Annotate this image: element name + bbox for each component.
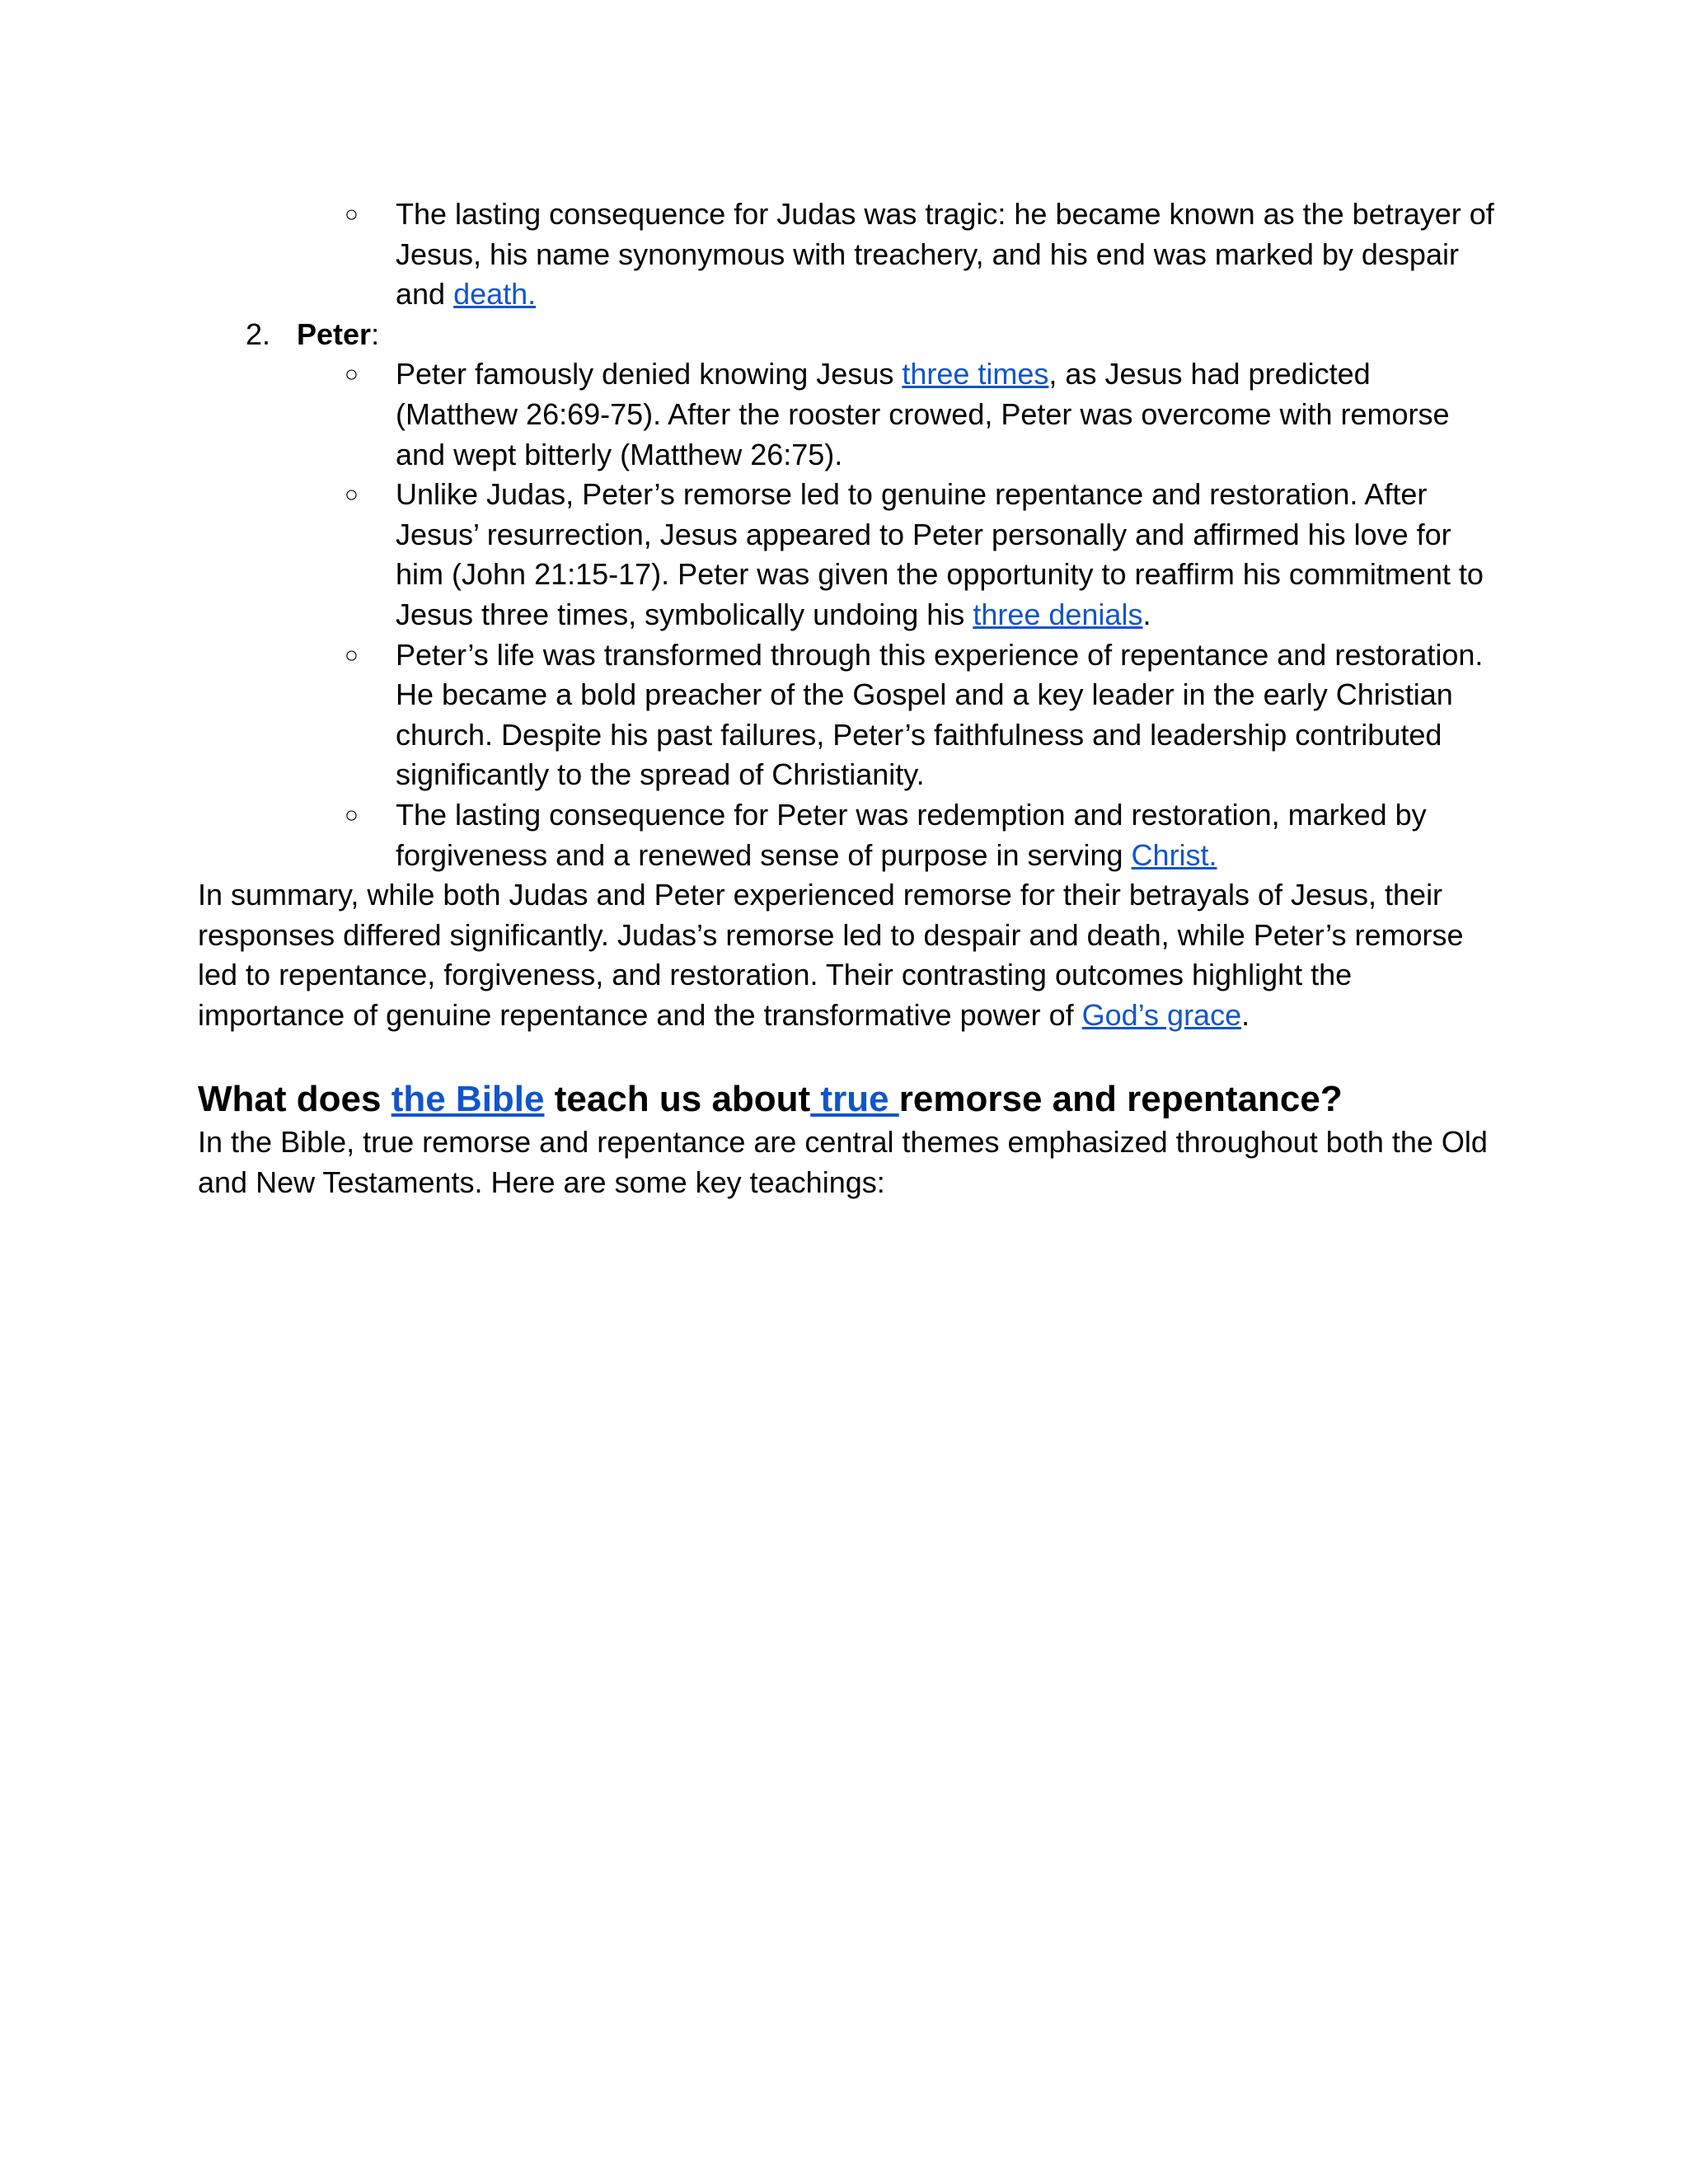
peter-restoration-bullet <box>198 475 1500 635</box>
bullet-icon: ○ <box>345 361 359 387</box>
peter-label: Peter <box>297 316 372 351</box>
gods-grace-link[interactable]: God’s grace <box>1081 997 1242 1032</box>
peter-denial-text-post: , as Jesus had predicted (Matthew 26:69-75). After the rooster crowed, Peter was overcome with remorse and wept bitterly (Matthew 26:75). <box>396 357 1450 471</box>
peter-colon: : <box>371 316 380 351</box>
document-content <box>198 194 1500 1203</box>
the-bible-link[interactable]: the Bible <box>391 1079 545 1120</box>
true-link[interactable]: true <box>810 1079 899 1120</box>
christ-link[interactable]: Christ. <box>1131 837 1217 872</box>
heading-text-mid: teach us about <box>544 1079 811 1120</box>
section-heading <box>198 1076 1500 1122</box>
peter-transformed-text: Peter’s life was transformed through this experience of repentance and restoration. He became a bold preacher of the Gospel and a key leader in the early Christian church. Despite his past failures, Peter’s faithfulness and leadership contributed significantly to the spread of Christianity. <box>396 637 1484 792</box>
judas-consequence-bullet <box>198 194 1500 315</box>
peter-consequence-bullet <box>198 795 1500 875</box>
heading-text-post: remorse and repentance? <box>898 1079 1343 1120</box>
summary-period: . <box>1241 997 1250 1032</box>
bullet-icon: ○ <box>345 801 359 827</box>
peter-denial-text-pre: Peter famously denied knowing Jesus <box>396 357 903 391</box>
peter-transformed-bullet <box>198 635 1500 795</box>
peter-restoration-text-pre: Unlike Judas, Peter’s remorse led to genuine repentance and restoration. After Jesus’ resurrection, Jesus appeared to Peter personally and affirmed his love for him (John 21:15-17). Peter was given the opportunity to reaffirm his commitment to Jesus three times, symbolically undoing his <box>396 477 1484 631</box>
death-link[interactable]: death. <box>453 277 537 312</box>
heading-text-pre: What does <box>198 1079 392 1120</box>
peter-restoration-text-post: . <box>1142 597 1151 631</box>
intro-paragraph: In the Bible, true remorse and repentance are central themes emphasized throughout both the Old and New Testaments. Here are some key teachings: <box>198 1125 1488 1200</box>
summary-text: In summary, while both Judas and Peter experienced remorse for their betrayals of Jesus, their responses differed significantly. Judas’s remorse led to despair and death, while Peter’s remorse led to repentance, forgiveness, and restoration. Their contrasting outcomes highlight the importance of genuine repentance and the transformative power of <box>198 878 1464 1032</box>
bullet-icon: ○ <box>345 481 359 508</box>
numbered-item-peter <box>198 315 1500 355</box>
three-denials-link[interactable]: three denials <box>973 597 1143 631</box>
summary-paragraph <box>198 875 1500 1035</box>
peter-consequence-text: The lasting consequence for Peter was redemption and restoration, marked by forgiveness and a renewed sense of purpose in serving <box>396 797 1427 872</box>
list-number: 2. <box>246 316 271 351</box>
judas-consequence-text: The lasting consequence for Judas was tragic: he became known as the betrayer of Jesus, his name synonymous with treachery, and his end was marked by despair and <box>396 197 1494 312</box>
bullet-icon: ○ <box>345 201 359 227</box>
three-times-link[interactable]: three times <box>902 357 1049 391</box>
bullet-icon: ○ <box>345 641 359 668</box>
peter-denial-bullet <box>198 354 1500 475</box>
